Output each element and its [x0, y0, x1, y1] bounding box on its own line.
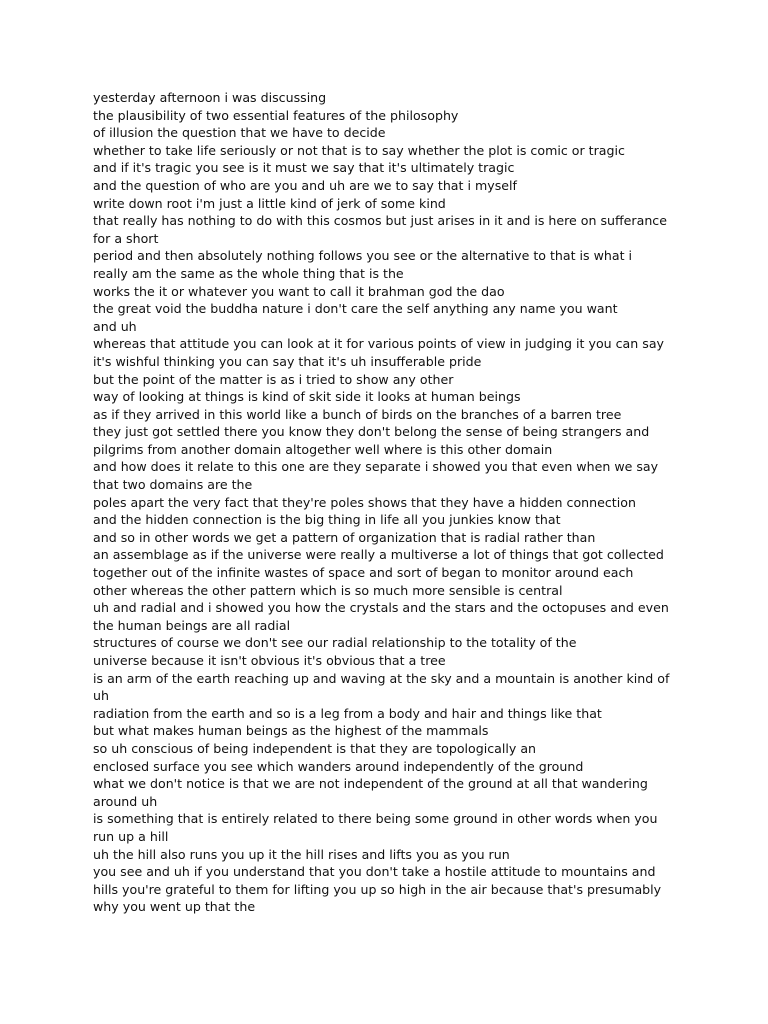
text-line: uh and radial and i showed you how the crystals and the stars and the octopuses and even — [93, 600, 669, 616]
text-line: universe because it isn't obvious it's obvious that a tree — [93, 653, 446, 668]
text-line: is something that is entirely related to there being some ground in other words when you — [93, 811, 658, 827]
text-line: write down root i'm just a little kind of jerk of some kind — [93, 195, 446, 211]
text-line: other whereas the other pattern which is so much more sensible is central — [93, 582, 563, 598]
text-line: and the question of who are you and uh are we to say that i myself — [93, 177, 517, 193]
text-line: but what makes human beings as the highest of the mammals — [93, 723, 489, 739]
text-line: it's wishful thinking you can say that it's uh insufferable pride — [93, 353, 482, 369]
text-line: but the point of the matter is as i tried to show any other — [93, 371, 454, 387]
text-line: hills you're grateful to them for lifting you up so high in the air because that's presumably — [93, 881, 662, 897]
text-line: yesterday afternoon i was discussing — [93, 90, 327, 105]
text-line: really am the same as the whole thing that is the — [93, 265, 404, 281]
text-line: for a short — [93, 230, 159, 246]
text-line: and so in other words we get a pattern of organization that is radial rather than — [93, 529, 596, 545]
text-line: enclosed surface you see which wanders around independently of the ground — [93, 758, 584, 774]
text-line: that really has nothing to do with this cosmos but just arises in it and is here on sufferance — [93, 213, 667, 229]
text-line: you see and uh if you understand that you don't take a hostile attitude to mountains and — [93, 864, 656, 880]
text-line: whether to take life seriously or not that is to say whether the plot is comic or tragic — [93, 142, 625, 158]
text-line: as if they arrived in this world like a bunch of birds on the branches of a barren tree — [93, 406, 622, 422]
text-line: structures of course we don't see our radial relationship to the totality of the — [93, 635, 577, 651]
text-line: run up a hill — [93, 828, 169, 844]
text-line: is an arm of the earth reaching up and waving at the sky and a mountain is another kind of — [93, 670, 670, 686]
text-line: they just got settled there you know they don't belong the sense of being strangers and — [93, 424, 650, 440]
text-line: what we don't notice is that we are not independent of the ground at all that wandering — [93, 776, 648, 792]
transcript-text — [93, 89, 693, 916]
text-line: the plausibility of two essential features of the philosophy — [93, 107, 459, 123]
text-line: around uh — [93, 793, 158, 809]
text-line: of illusion the question that we have to decide — [93, 125, 386, 141]
text-line: way of looking at things is kind of skit side it looks at human beings — [93, 389, 521, 405]
text-line: period and then absolutely nothing follows you see or the alternative to that is what i — [93, 248, 633, 264]
text-line: uh — [93, 688, 109, 704]
text-line: so uh conscious of being independent is that they are topologically an — [93, 740, 537, 756]
text-line: whereas that attitude you can look at it for various points of view in judging it you can say — [93, 336, 664, 352]
text-line: that two domains are the — [93, 477, 253, 493]
text-line: works the it or whatever you want to call it brahman god the dao — [93, 283, 505, 299]
text-line: uh the hill also runs you up it the hill rises and lifts you as you run — [93, 846, 510, 862]
text-line: why you went up that the — [93, 899, 256, 915]
text-line: and the hidden connection is the big thing in life all you junkies know that — [93, 512, 561, 528]
text-line: and if it's tragic you see is it must we say that it's ultimately tragic — [93, 160, 515, 176]
text-line: an assemblage as if the universe were really a multiverse a lot of things that got collected — [93, 547, 664, 563]
text-line: and uh — [93, 318, 137, 334]
text-line: and how does it relate to this one are they separate i showed you that even when we say — [93, 459, 659, 475]
text-line: pilgrims from another domain altogether well where is this other domain — [93, 441, 553, 457]
text-line: radiation from the earth and so is a leg from a body and hair and things like that — [93, 705, 602, 721]
text-line: the human beings are all radial — [93, 617, 291, 633]
text-line: the great void the buddha nature i don't care the self anything any name you want — [93, 301, 618, 317]
text-line: together out of the infinite wastes of space and sort of began to monitor around each — [93, 565, 634, 581]
text-line: poles apart the very fact that they're poles shows that they have a hidden connection — [93, 494, 636, 510]
